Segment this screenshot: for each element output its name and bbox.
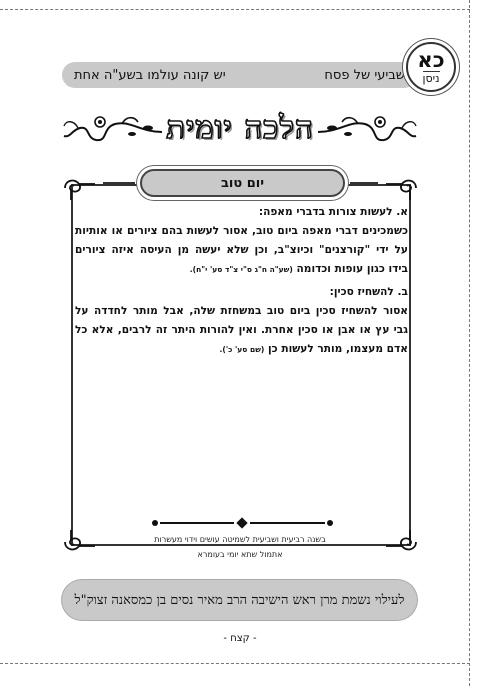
top-dashed-border [0, 9, 470, 10]
date-day: כא [417, 47, 445, 72]
section-body: אסור להשחיז סכין ביום טוב במשחזת שלה, אבל מותר לחדדה על גבי עץ או אבן או סכין אחרת. ואין להורות היתר זה לרבים, אלא כל אדם מעצמו, מותר לעשות כן (שם סע' כ'). [75, 305, 408, 355]
memorial-dedication: לעילוי נשמת מרן ראש הישיבה הרב מאיר נסים בן כמסאנה זצוק"ל [62, 580, 417, 620]
date-month: ניסן [422, 71, 440, 85]
halacha-content [75, 203, 408, 363]
footer-note [90, 532, 390, 562]
title-flourish-right-icon [315, 112, 420, 146]
section-heading: א. לעשות צורות בדברי מאפה: [258, 206, 408, 218]
corner-ornament-icon [63, 176, 95, 200]
divider-ornament-icon [150, 517, 335, 529]
right-dashed-border [469, 0, 470, 686]
page-title: הלכה יומית [166, 110, 314, 146]
section-body: כשמכינים דברי מאפה ביום טוב, אסור לעשות בהם ציורים או אותיות על ידי "קורצנים" וכיוצ"ב, וכן שלא יעשה מן העיסה איזה ציורים בידו כגון עופות וכדומה (שע"ה ח"ג ס"י צ"ד סע' י"ח). [75, 225, 408, 275]
date-badge [406, 42, 456, 92]
section-heading: ב. להשחיז סכין: [329, 286, 408, 298]
corner-ornament-icon [386, 176, 418, 200]
section-2 [75, 283, 408, 359]
header-saying: יש קונה עולמו בשע"ה אחת [74, 67, 226, 83]
section-source: (שע"ה ח"ג ס"י צ"ד סע' י"ח). [189, 265, 293, 274]
corner-ornament-icon [386, 530, 418, 554]
section-1 [75, 203, 408, 279]
subject-rule-left [103, 182, 135, 184]
footer-note-line: אתמול שתא יומי בעומרא [197, 550, 283, 559]
footer-note-line: בשנה רביעית ושביעית לשמיטה עושים וידוי מעשרות [154, 535, 326, 544]
bottom-dashed-border [0, 663, 470, 664]
subject-rule-right [350, 182, 378, 184]
page-number: - קצח - [223, 633, 257, 644]
subject-label: יום טוב [140, 169, 345, 197]
section-source: (שם סע' כ'). [219, 345, 265, 354]
header-occasion: שביעי של פסח [324, 67, 405, 83]
header-bar [62, 62, 417, 88]
